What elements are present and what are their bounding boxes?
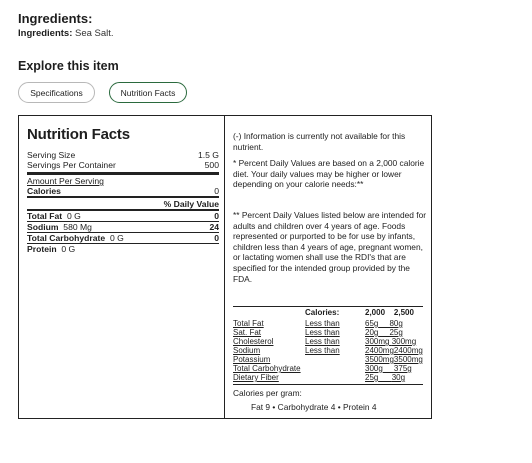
nutrient-amount: 0 G <box>109 233 124 243</box>
ingredients-value: Sea Salt. <box>75 28 114 39</box>
nutrient-name: Total Carbohydrate <box>27 233 106 243</box>
calories-value: 0 <box>214 186 219 196</box>
cell-2000: 300mg <box>365 337 390 346</box>
nutrient-dv: 24 <box>209 222 219 232</box>
nutrient-name: Protein <box>27 244 57 254</box>
serving-size-label: Serving Size <box>27 150 76 160</box>
servings-label: Servings Per Container <box>27 160 116 170</box>
cell-2000: 300g <box>365 364 383 373</box>
serving-size-row <box>27 150 219 160</box>
nutrition-title: Nutrition Facts <box>27 126 130 143</box>
header-cell-group <box>365 308 423 319</box>
amount-per-serving <box>27 176 219 186</box>
header-cell: 2,500 <box>393 308 414 317</box>
cell-nutrient: Total Fat <box>233 319 264 328</box>
na-note: (-) Information is currently not available for this nutrient. <box>233 131 406 152</box>
nutrient-amount: 0 G <box>61 244 76 254</box>
cell-values <box>365 319 423 328</box>
cell-qualifier: Less than <box>305 319 340 328</box>
calorie-table-row <box>233 337 423 346</box>
nutrient-row <box>27 233 219 244</box>
cell-nutrient: Potassium <box>233 355 271 364</box>
dv-header: % Daily Value <box>163 199 219 209</box>
calories-label: Calories <box>27 186 61 196</box>
calorie-table <box>233 308 423 382</box>
cell-2000: 65g <box>365 319 379 328</box>
tab-nutrition-facts[interactable]: Nutrition Facts <box>109 82 187 103</box>
nutrient-row <box>27 244 219 254</box>
calorie-table-header <box>233 308 423 319</box>
ingredients-label: Ingredients: <box>18 28 73 39</box>
calorie-table-row <box>233 355 423 364</box>
cell-2000: 25g <box>365 373 379 382</box>
cell-nutrient: Dietary Fiber <box>233 373 279 382</box>
cell-qualifier: Less than <box>305 337 340 346</box>
cell-values <box>365 373 423 382</box>
nutrient-name: Sodium <box>27 222 59 232</box>
calorie-table-row <box>233 328 423 337</box>
explore-heading: Explore this item <box>18 59 119 73</box>
calorie-table-row <box>233 346 423 355</box>
servings-row <box>27 160 219 170</box>
cell-2500: 300mg <box>391 337 417 346</box>
cell-2000: 2400mg <box>365 346 394 355</box>
thick-rule <box>27 172 219 175</box>
cell-2000: 20g <box>365 328 379 337</box>
cell-qualifier <box>305 364 365 373</box>
cell-values <box>365 364 423 373</box>
ingredients-heading: Ingredients: <box>18 11 93 26</box>
servings-value: 500 <box>204 160 219 170</box>
header-cell <box>233 308 305 319</box>
cell-nutrient: Sat. Fat <box>233 328 262 337</box>
nutrition-panel <box>18 115 432 419</box>
cell-qualifier: Less than <box>305 328 340 337</box>
cell-2500: 375g <box>393 364 412 373</box>
serving-size-value: 1.5 G <box>197 150 219 160</box>
header-cell: Calories: <box>305 308 340 317</box>
nutrient-row <box>27 211 219 222</box>
cell-2500: 80g <box>389 319 403 328</box>
nutrient-dv: 0 <box>214 233 219 243</box>
cell-values <box>365 328 423 337</box>
pdv-note: * Percent Daily Values are based on a 2,000 calorie diet. Your daily values may be higher or lower depending on your calorie needs:** <box>233 158 425 190</box>
cell-nutrient: Cholesterol <box>233 337 274 346</box>
cell-values <box>365 346 423 355</box>
pdv-note-2: ** Percent Daily Values listed below are intended for adults and children over 4 years of age. Foods represented or purported to be for use by infants, children less than 4 years of age, pregnant women, or lactating women shall use the RDI's that are specified for the intended group provided by the FDA. <box>233 210 427 284</box>
cell-qualifier: Less than <box>305 346 340 355</box>
ingredients-line <box>18 28 114 39</box>
calorie-table-row <box>233 319 423 328</box>
per-gram-label: Calories per gram: <box>233 388 302 398</box>
cell-nutrient: Total Carbohydrate <box>233 364 301 373</box>
cell-2000: 3500mg <box>365 355 394 364</box>
nutrition-facts-label <box>19 116 225 418</box>
dv-header-row <box>27 199 219 209</box>
nutrient-dv: 0 <box>214 211 219 221</box>
cell-2500: 30g <box>391 373 406 382</box>
calories-row <box>27 186 219 196</box>
nutrient-amount: 580 Mg <box>63 222 92 232</box>
cell-2500: 25g <box>389 328 403 337</box>
header-cell: 2,000 <box>365 308 386 317</box>
cell-nutrient: Sodium <box>233 346 261 355</box>
calorie-table-row <box>233 373 423 382</box>
amount-per-serving-label: Amount Per Serving <box>27 176 104 186</box>
nutrient-name: Total Fat <box>27 211 63 221</box>
calorie-table-row <box>233 364 423 373</box>
nutrient-amount: 0 G <box>66 211 81 221</box>
medium-rule <box>27 196 219 198</box>
cell-qualifier <box>305 373 365 382</box>
cell-2500: 2400mg <box>393 346 423 355</box>
calorie-table-top-rule <box>233 306 423 307</box>
cell-2500: 3500mg <box>393 355 423 364</box>
tab-specifications[interactable]: Specifications <box>18 82 95 103</box>
cell-values <box>365 355 423 364</box>
cell-values <box>365 337 423 346</box>
per-gram-values: Fat 9 • Carbohydrate 4 • Protein 4 <box>251 402 377 412</box>
nutrient-row <box>27 222 219 233</box>
calorie-table-bottom-rule <box>233 384 423 385</box>
nutrition-notes <box>226 116 431 418</box>
cell-qualifier <box>305 355 365 364</box>
